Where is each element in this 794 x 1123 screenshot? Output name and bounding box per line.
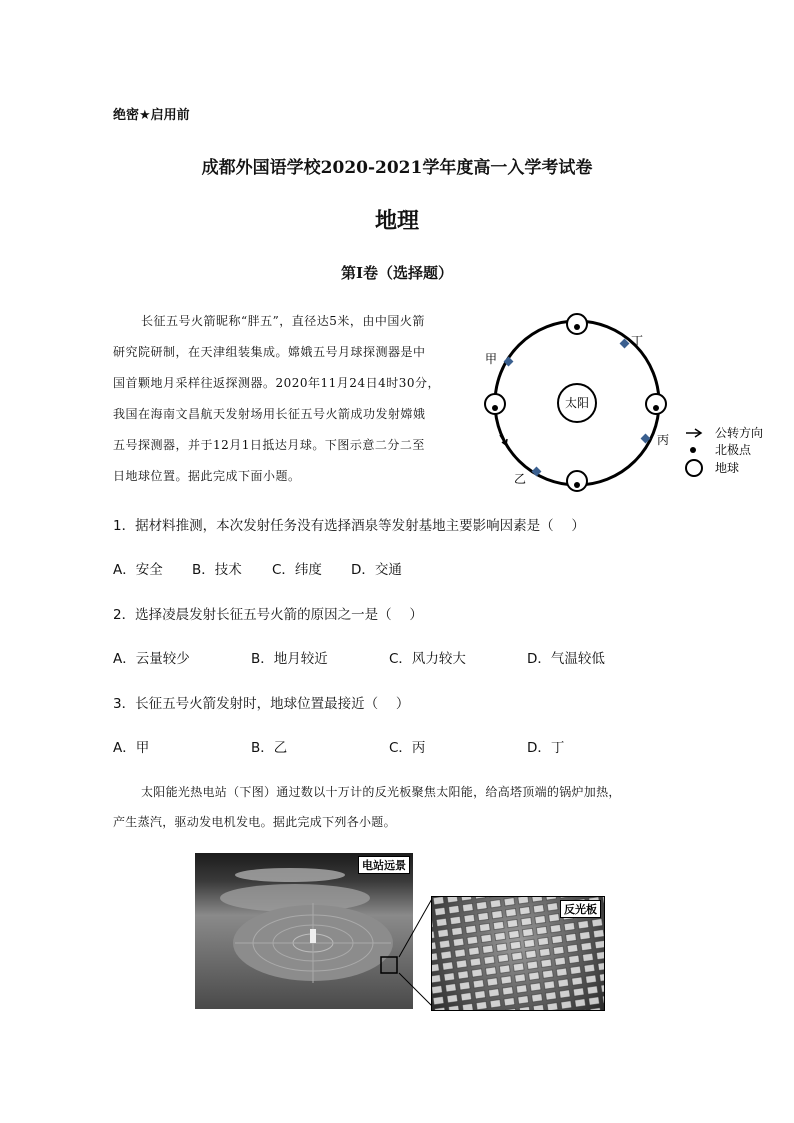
passage-line: 研究院研制，在天津组装集成。嫦娥五号月球探测器是中 [113, 345, 426, 359]
passage-line: 日地球位置。据此完成下面小题。 [113, 469, 301, 483]
legend-north-pole: 北极点 [715, 443, 752, 457]
q2-option-b[interactable]: B．地月较近 [251, 651, 328, 667]
earth-left-icon [485, 394, 505, 414]
legend-earth-icon [686, 460, 702, 476]
q2-option-c[interactable]: C．风力较大 [389, 651, 466, 667]
q1-option-d[interactable]: D．交通 [351, 562, 402, 578]
q3-option-d[interactable]: D．丁 [527, 740, 565, 756]
legend-earth: 地球 [715, 461, 740, 475]
q3-option-b[interactable]: B．乙 [251, 740, 288, 756]
q3-option-a[interactable]: A．甲 [113, 740, 150, 756]
reflector-photo [431, 896, 605, 1011]
question-3-stem: 3．长征五号火箭发射时，地球位置最接近（ ） [113, 696, 410, 712]
q1-option-c[interactable]: C．纬度 [272, 562, 322, 578]
question-1-stem: 1．据材料推测，本次发射任务没有选择酒泉等发射基地主要影响因素是（ ） [113, 518, 585, 534]
station-label: 电站远景 [358, 856, 410, 874]
subject-title: 地理 [374, 209, 419, 234]
power-station-photo [195, 853, 413, 1009]
earth-top-icon [567, 314, 587, 334]
q2-option-d[interactable]: D．气温较低 [527, 651, 605, 667]
earth-right-icon [646, 394, 666, 414]
label-bing: 丙 [657, 433, 670, 447]
label-ding: 丁 [631, 334, 644, 348]
q2-option-a[interactable]: A．云量较少 [113, 651, 190, 667]
orbit-diagram [478, 305, 778, 505]
legend-revolution: 公转方向 [715, 426, 764, 440]
sun-label: 太阳 [564, 396, 590, 410]
passage-2-line: 太阳能光热电站（下图）通过数以十万计的反光板聚焦太阳能，给高塔顶端的锅炉加热， [141, 785, 621, 799]
label-yi: 乙 [514, 472, 527, 486]
q1-option-b[interactable]: B．技术 [192, 562, 242, 578]
passage-line: 国首颗地月采样往返探测器。2020年11月24日4时30分， [113, 376, 440, 390]
legend-pole-icon [690, 447, 696, 453]
passage-line: 长征五号火箭昵称“胖五”，直径达5米，由中国火箭 [141, 314, 425, 328]
q3-option-c[interactable]: C．丙 [389, 740, 426, 756]
earth-bottom-icon [567, 471, 587, 491]
label-jia: 甲 [485, 352, 498, 366]
passage-2-line: 产生蒸汽，驱动发电机发电。据此完成下列各小题。 [113, 815, 396, 829]
exam-title: 成都外国语学校2020-2021学年度高一入学考试卷 [201, 158, 593, 178]
passage-line: 我国在海南文昌航天发射场用长征五号火箭成功发射嫦娥 [113, 407, 426, 421]
passage-line: 五号探测器，并于12月1日抵达月球。下图示意二分二至 [113, 438, 425, 452]
legend [686, 425, 763, 476]
secret-mark: 绝密★启用前 [113, 108, 190, 123]
passage-1 [113, 312, 473, 492]
question-2-stem: 2．选择凌晨发射长征五号火箭的原因之一是（ ） [113, 607, 423, 623]
section-title: 第I卷（选择题） [340, 264, 454, 282]
q1-option-a[interactable]: A．安全 [113, 562, 163, 578]
reflector-label: 反光板 [560, 900, 601, 918]
